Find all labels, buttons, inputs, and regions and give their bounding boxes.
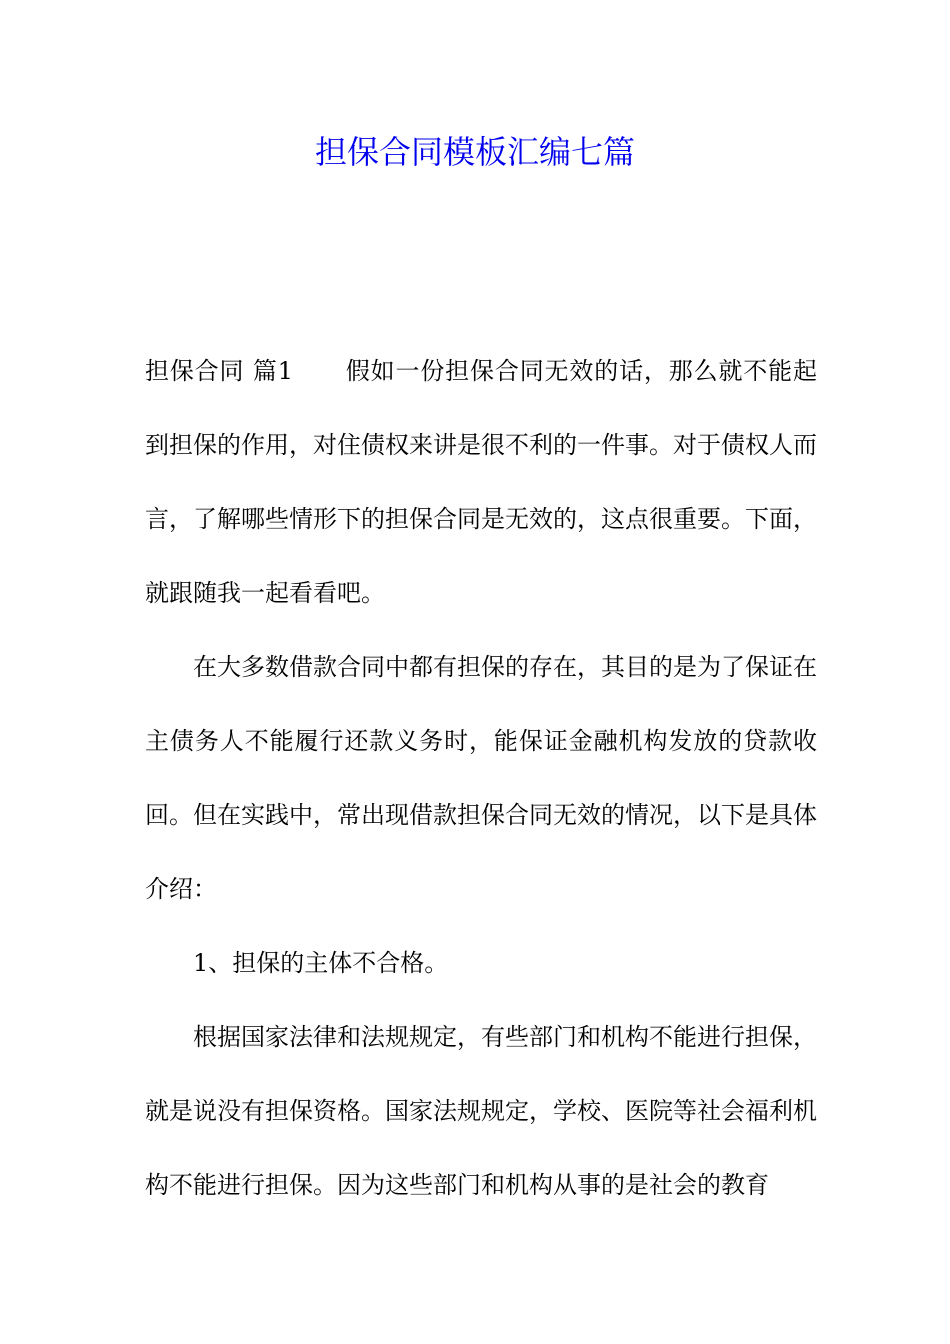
paragraph-law-regulation: 根据国家法律和法规规定，有些部门和机构不能进行担保，就是说没有担保资格。国家法规规定，学校、医院等社会福利机构不能进行担保。因为这些部门和机构从事的是社会的教育 [145,1023,817,1199]
document-title: 担保合同模板汇编七篇 [314,133,635,171]
section-label: 担保合同 篇1 [145,357,293,385]
paragraph-loan-guarantee: 在大多数借款合同中都有担保的存在，其目的是为了保证在主债务人不能履行还款义务时，能保证金融机构发放的贷款收回。但在实践中，常出现借款担保合同无效的情况，以下是具体介绍： [145,653,817,903]
paragraph-point-1: 1、担保的主体不合格。 [193,949,449,977]
paragraph-intro [145,334,817,630]
document-body [145,334,817,1222]
paragraph-text: 假如一份担保合同无效的话，那么就不能起到担保的作用，对住债权来讲是很不利的一件事。对于债权人而言，了解哪些情形下的担保合同是无效的，这点很重要。下面，就跟随我一起看看吧。 [145,357,817,607]
